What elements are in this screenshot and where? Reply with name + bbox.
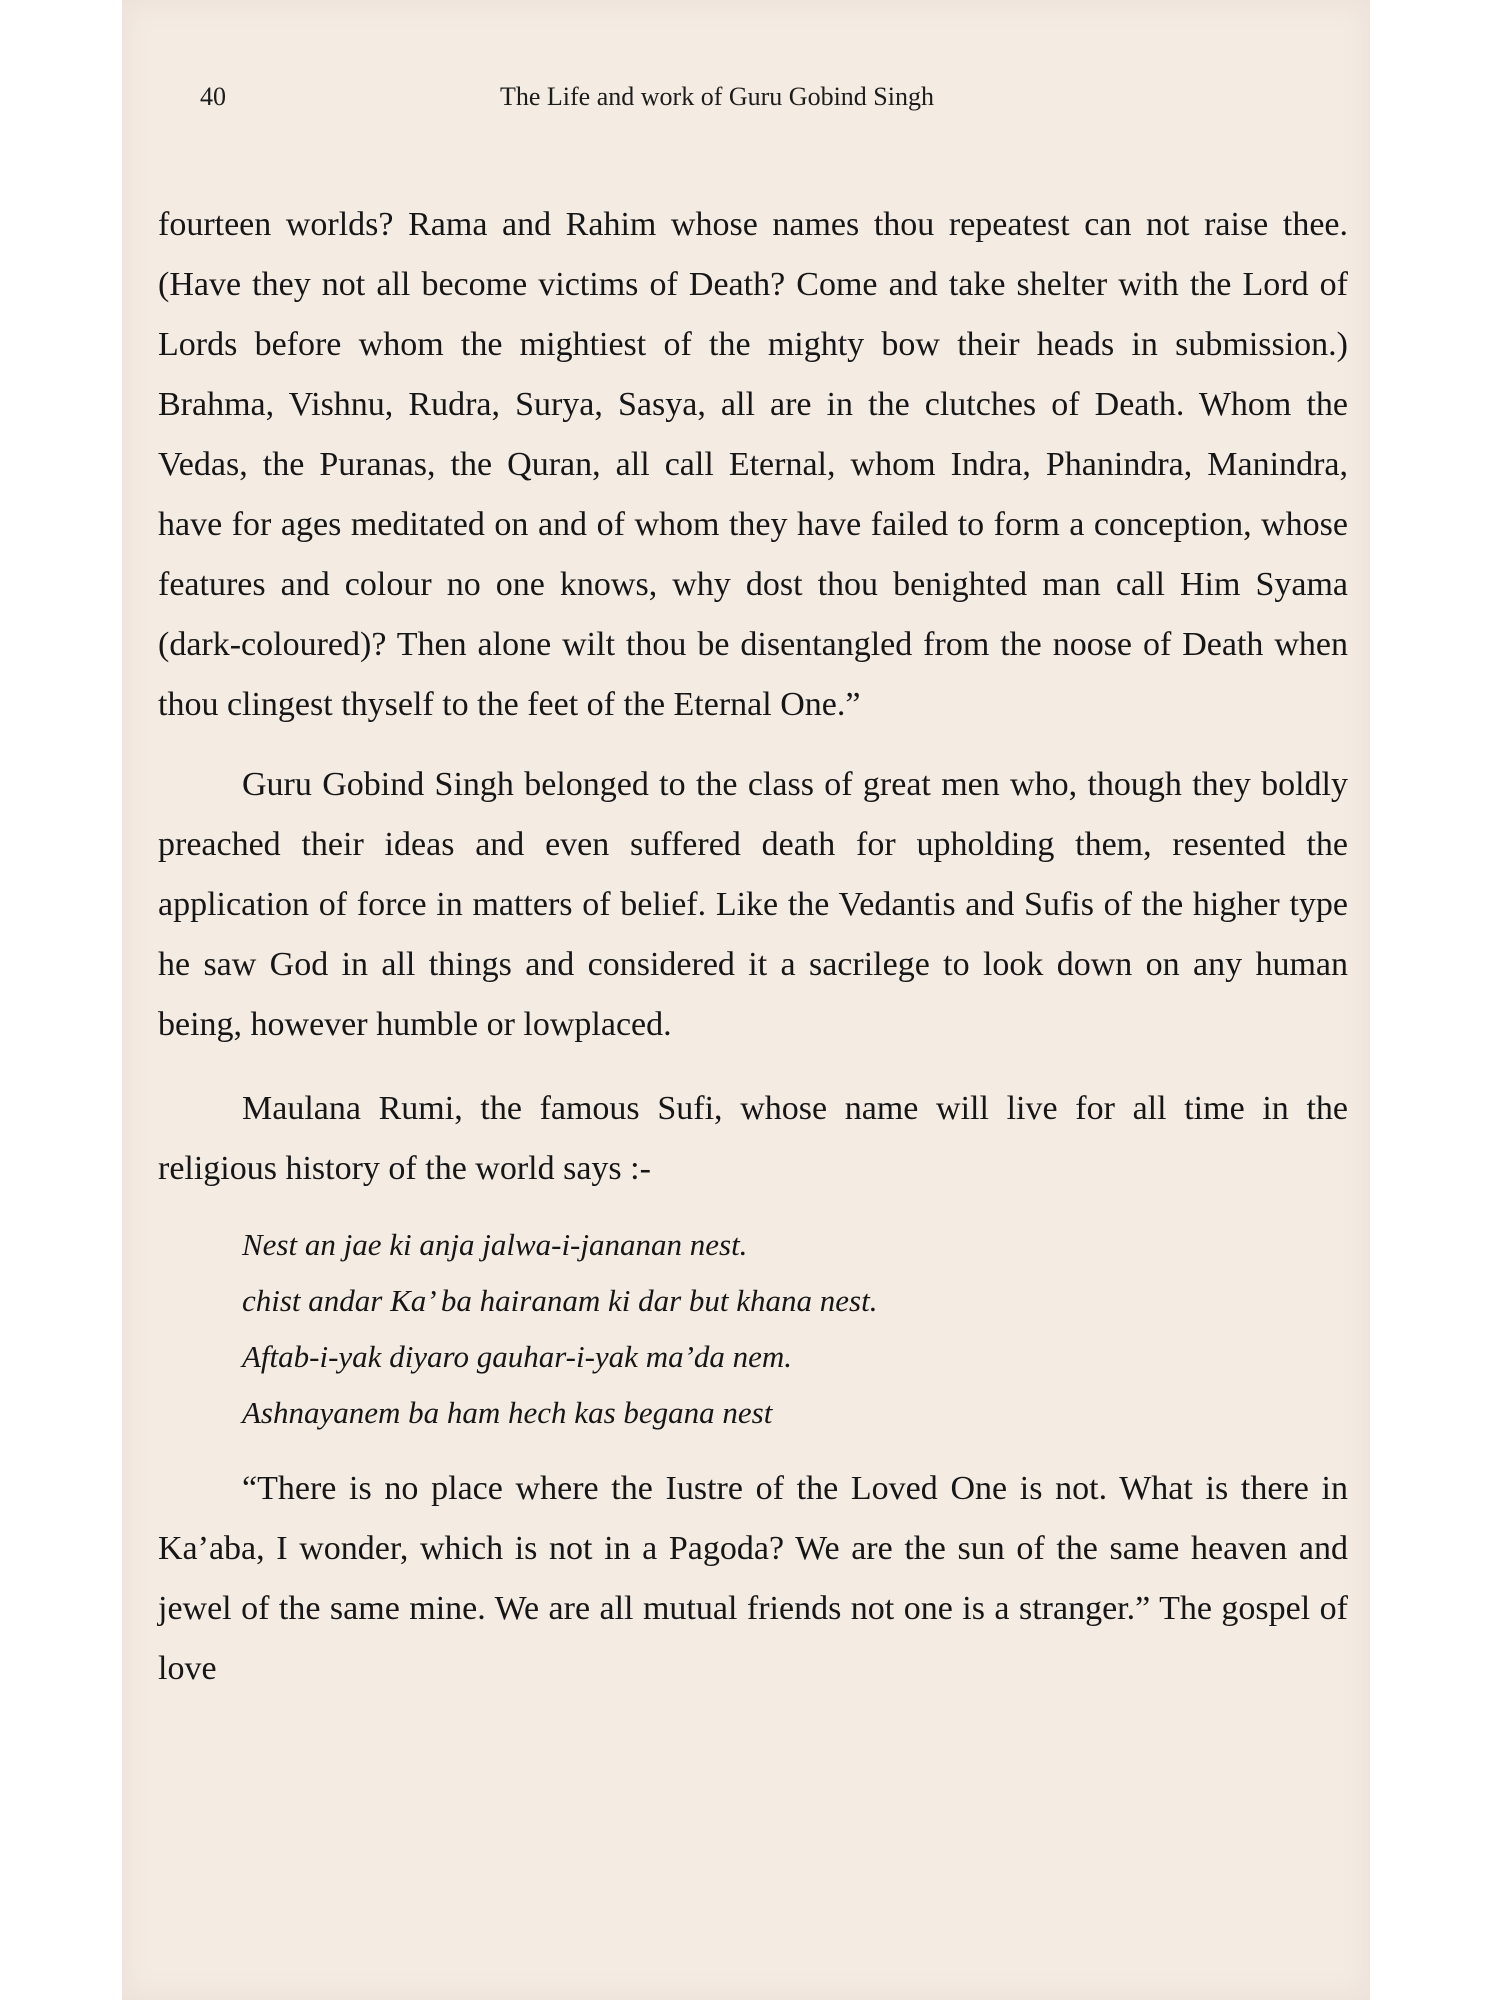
book-page bbox=[122, 0, 1370, 2000]
verse-line-1: Nest an jae ki anja jalwa-i-jananan nest. bbox=[242, 1227, 748, 1262]
verse-line-4: Ashnayanem ba ham hech kas begana nest bbox=[242, 1395, 773, 1430]
verse-line-2: chist andar Ka’ ba hairanam ki dar but khana nest. bbox=[242, 1283, 878, 1318]
body-text bbox=[158, 195, 1348, 1699]
page-number: 40 bbox=[200, 82, 226, 111]
paragraph-2: Guru Gobind Singh belonged to the class of great men who, though they boldly preached their ideas and even suffered death for upholding them, resented the application of force in matters of belief. Like the Vedantis and Sufis of the higher type he saw God in all things and considered it a sacrilege to look down on any human being, however humble or lowplaced. bbox=[158, 766, 1348, 1043]
persian-verse bbox=[242, 1217, 1348, 1441]
running-title: The Life and work of Guru Gobind Singh bbox=[500, 82, 934, 111]
verse-line-3: Aftab-i-yak diyaro gauhar-i-yak ma’da nem. bbox=[242, 1339, 793, 1374]
page-header bbox=[162, 82, 1270, 122]
paragraph-3: Maulana Rumi, the famous Sufi, whose name will live for all time in the religious history of the world says :- bbox=[158, 1090, 1348, 1187]
paragraph-4: “There is no place where the Iustre of the Loved One is not. What is there in Ka’aba, I wonder, which is not in a Pagoda? We are the sun of the same heaven and jewel of the same mine. We are all mutual friends not one is a stranger.” The gospel of love bbox=[158, 1470, 1348, 1687]
paragraph-1: fourteen worlds? Rama and Rahim whose names thou repeatest can not raise thee. (Have they not all become victims of Death? Come and take shelter with the Lord of Lords before whom the mightiest of the mighty bow their heads in submission.) Brahma, Vishnu, Rudra, Surya, Sasya, all are in the clutches of Death. Whom the Vedas, the Puranas, the Quran, all call Eternal, whom Indra, Phanindra, Manindra, have for ages meditated on and of whom they have failed to form a conception, whose features and colour no one knows, why dost thou benighted man call Him Syama (dark-coloured)? Then alone wilt thou be disentangled from the noose of Death when thou clingest thyself to the feet of the Eternal One.” bbox=[158, 206, 1348, 723]
